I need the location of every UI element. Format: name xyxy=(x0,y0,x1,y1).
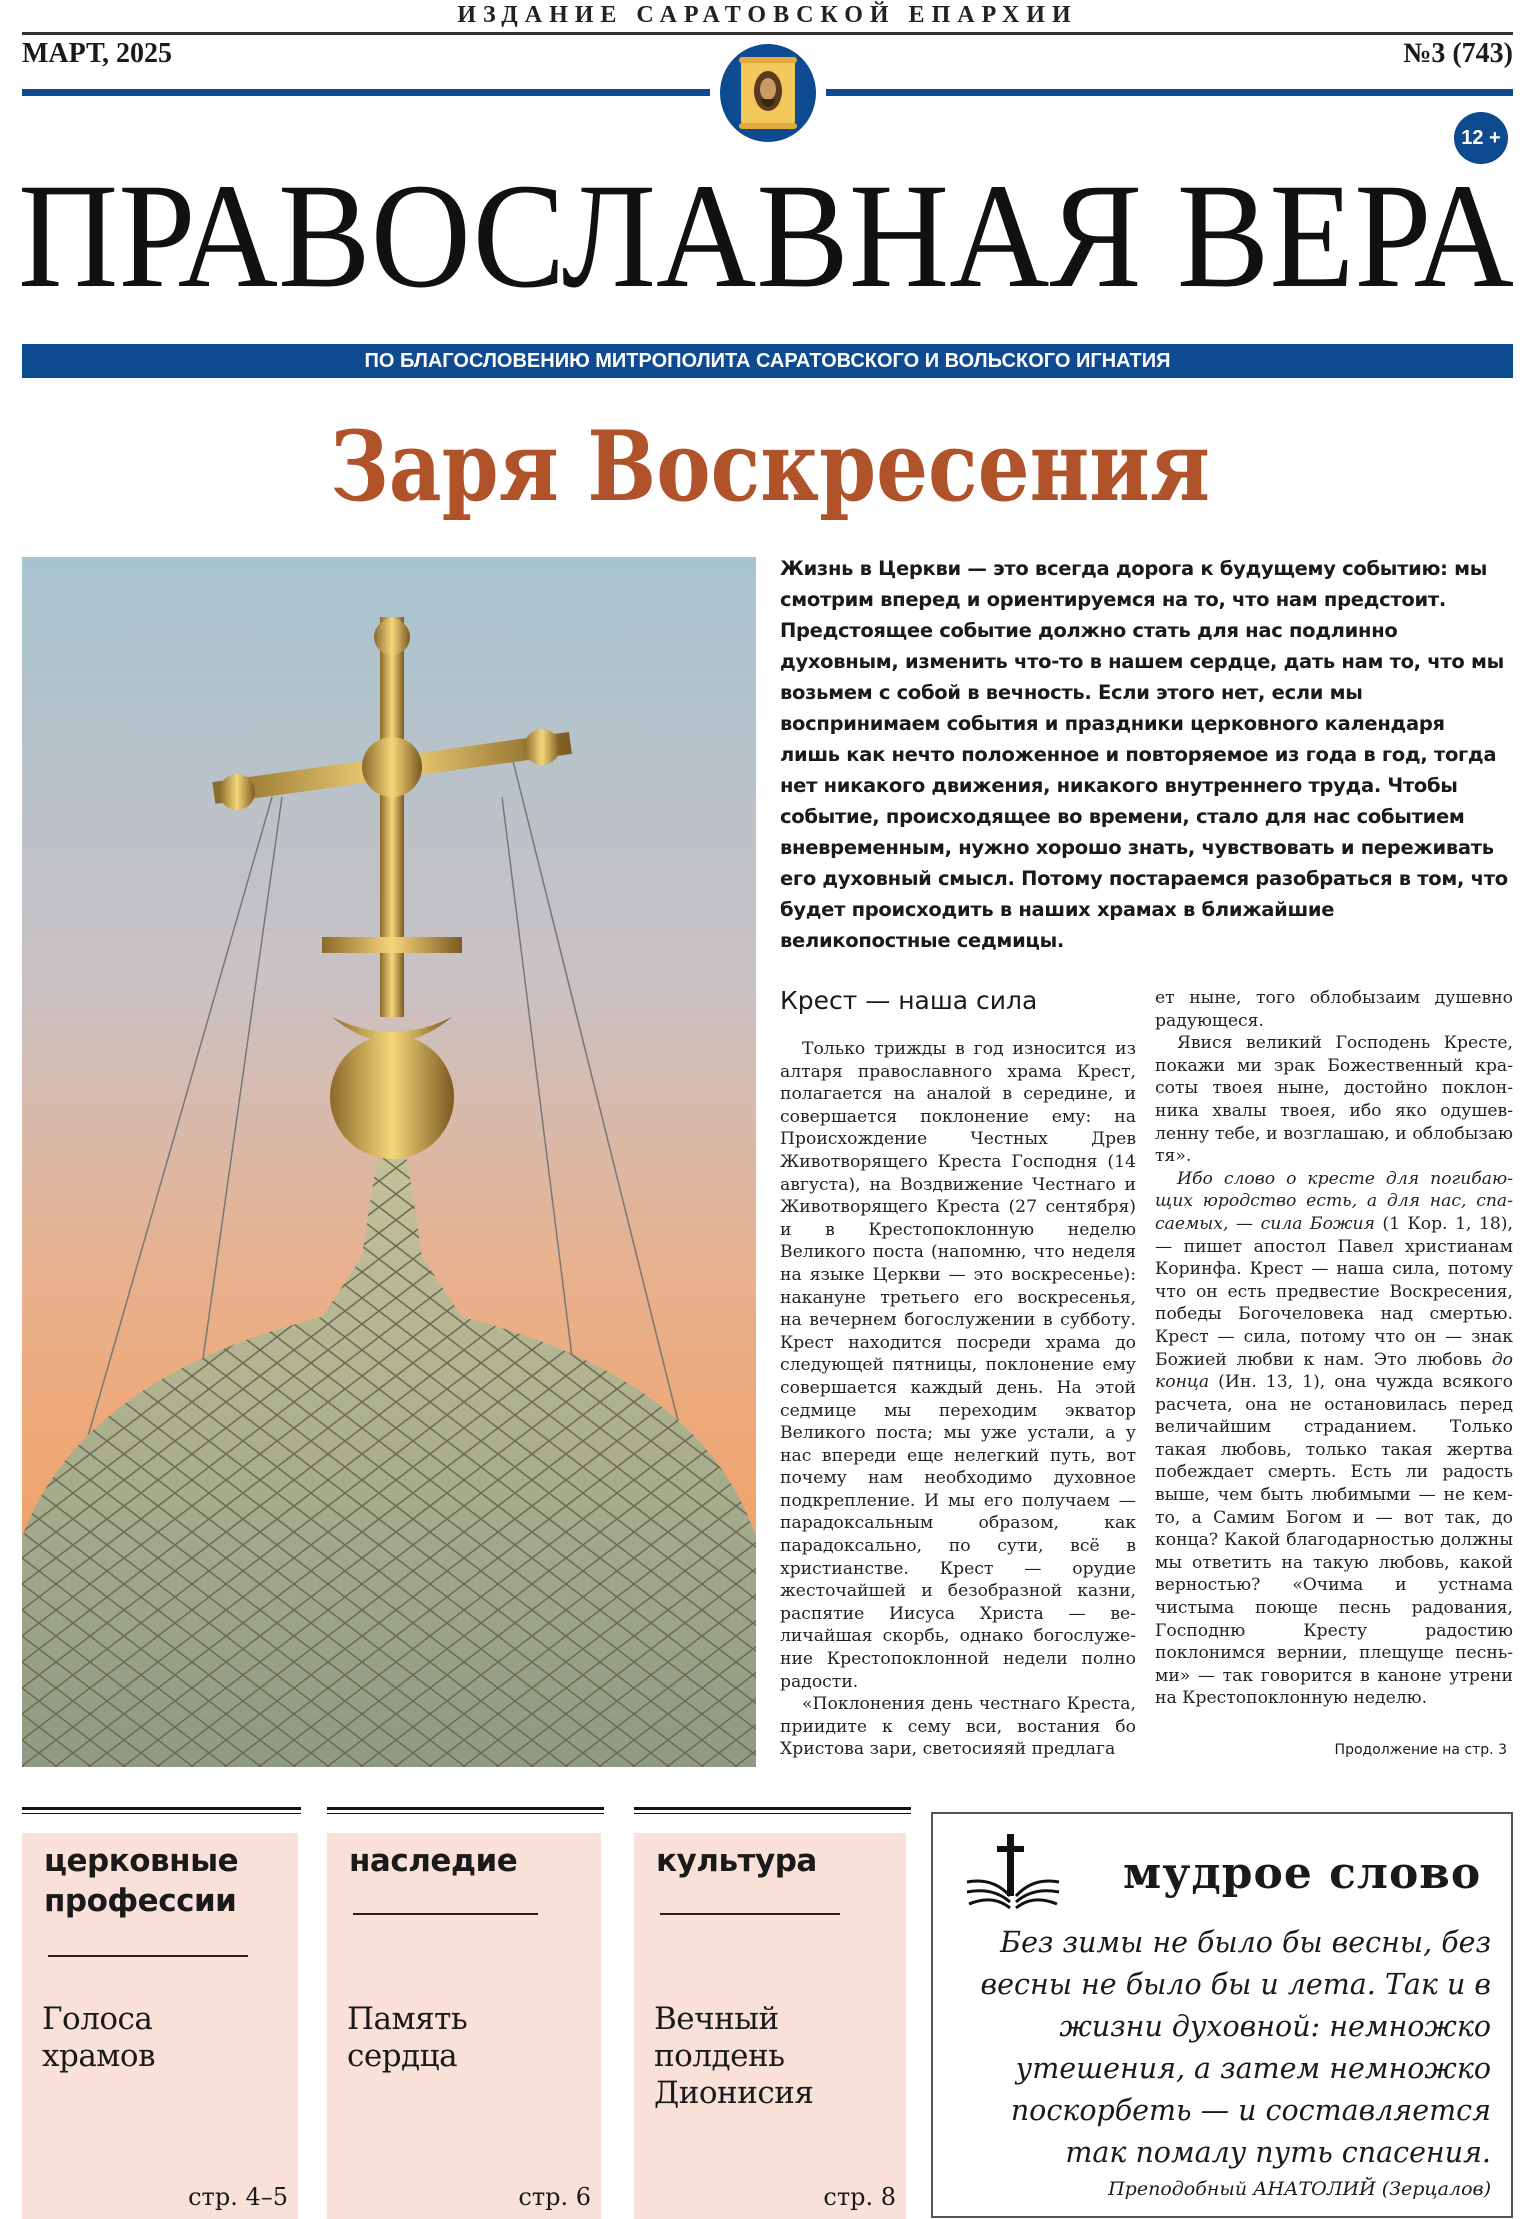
section-title: Голоса храмов xyxy=(42,2001,156,2074)
divider xyxy=(826,89,1513,96)
divider xyxy=(22,89,710,96)
scripture-quote: до конца xyxy=(1155,1349,1513,1393)
page-ref: стр. 4–5 xyxy=(188,2183,288,2211)
publisher-line: ИЗДАНИЕ САРАТОВСКОЙ ЕПАРХИИ xyxy=(457,2,1078,28)
divider xyxy=(660,1913,840,1915)
wise-word-box xyxy=(931,1812,1513,2218)
paragraph: Явися великий Господень Кресте, покажи ми зрак Божественный красоты твоея ныне, достойно поклонника хвалы твоея, ибо яко одушевленну тебе, и возглашаю, и облобызаю тя». xyxy=(1155,1033,1513,1167)
issue-number: №3 (743) xyxy=(1403,38,1513,69)
text: (1 Кор. 1, 18), — пишет апостол Павел христианам Коринфа. Крест — наша сила, потому что он есть предвестие Воскресения, победы Богочеловека над смертью. Крест — сила, потому что он — знак Божией любви к нам. Это любовь xyxy=(1155,1213,1513,1370)
age-rating-badge: 12 + xyxy=(1454,112,1508,164)
savior-icon-emblem xyxy=(720,44,816,142)
paragraph: «Поклонения день честнаго Креста, приидите к сему вси, востания бо Христова зари, светосияяй предлага xyxy=(780,1694,1136,1760)
article-lead: Жизнь в Церкви — это всегда дорога к будущему событию: мы смотрим вперед и ориентируемся на то, что нам предстоит. Предстоящее событие должно стать для нас подлинно духовным, изменить что-то в нашем сердце, дать нам то, что мы возьмем с собой в вечность. Если этого нет, если мы воспринимаем события и праздники церковного календаря лишь как нечто положенное и повторяемое из года в год, тогда нет никакого движения, никакого внутреннего труда. Чтобы событие, происходящее во времени, стало для нас событием вневременным, нужно хорошо знать, чувствовать и переживать его духовный смысл. Потому постараемся разобраться в том, что будет происходить в наших храмах в ближайшие великопостные седмицы. xyxy=(780,557,1508,952)
section-teaser-culture[interactable] xyxy=(634,1833,906,2219)
page-ref: стр. 6 xyxy=(518,2183,591,2211)
issue-date: МАРТ, 2025 xyxy=(22,38,172,69)
section-teaser-church-professions[interactable] xyxy=(22,1833,298,2219)
divider xyxy=(22,32,1513,35)
headline xyxy=(320,400,1220,523)
section-teaser-heritage[interactable] xyxy=(327,1833,601,2219)
divider xyxy=(48,1955,248,1957)
text: (Ин. 13, 1), она чужда всякого расчета, она не остановилась перед величайшим страданием. Только такая любовь, только такая жертва побеждает смерть. Есть ли радость выше, чем быть любимыми — не кем-то, а Самим Богом и — вот так, до конца? Какой благодарностью должны мы ответить на такую любовь, какой верностью? «Очима и устнама чистыма поюще песнь радования, Господню Кресту радостию поклонимся вернии, плещуще песньми» — так говорится в каноне утрени на Крестопоклонную неделю. xyxy=(1155,1372,1513,1709)
section-rule xyxy=(22,1807,301,1814)
cross-dome-photo xyxy=(22,557,756,1767)
masthead xyxy=(18,153,1518,319)
blessing-bar: ПО БЛАГОСЛОВЕНИЮ МИТРОПОЛИТА САРАТОВСКОГО И ВОЛЬСКОГО ИГНАТИЯ xyxy=(22,344,1513,378)
article-column-2 xyxy=(1155,987,1513,1710)
wise-word-author: Преподобный АНАТОЛИЙ (Зерцалов) xyxy=(1108,2178,1491,2200)
section-title: Вечный полдень Дионисия xyxy=(654,2001,814,2111)
page-ref: стр. 8 xyxy=(823,2183,896,2211)
section-title: Память сердца xyxy=(347,2001,468,2074)
paragraph: Только трижды в год износится из алтаря православного храма Крест, полагается на аналой в середине, и совершается поклонение ему: на Происхождение Честных Древ Животворящего Креста Господня (14 августа), на Воздвижение Честнаго и Животворящего Креста (27 сентября) и в Крестопоклонную неделю Великого поста (напомню, что неделя на языке Церкви — это воскресенье): накануне третьего его воскресенья, на вечернем богослужении в субботу. Крест находится посреди храма до следующей пятницы, поклонение ему совершается каждый день. На этой седмице мы переходим экватор Великого поста; мы уже устали, а у нас впереди еще нелегкий путь, вот почему нам необходимо духовное подкрепление. И мы его получаем — парадоксальным образом, как парадоксально, по сути, всё в христианстве. Крест — орудие жесточайшей и безобразной казни, распятие Иисуса Христа — величайшая скорбь, однако богослужение Крестопоклонной недели полно радости. xyxy=(780,1039,1136,1692)
paragraph xyxy=(1155,1168,1513,1710)
article-subhead: Крест — наша сила xyxy=(780,986,1038,1015)
section-category: наследие xyxy=(349,1843,518,1879)
wise-word-heading: мудрое слово xyxy=(1123,1848,1482,1899)
wise-word-quote: Без зимы не было бы весны, без весны не было бы и лета. Так и в жизни духовной: немножко утешения, а затем немножко поскорбеть — и составляется так помалу путь спасения. xyxy=(980,1926,1491,2169)
section-category: культура xyxy=(656,1843,817,1879)
section-rule xyxy=(327,1807,604,1814)
article-column-1 xyxy=(780,1038,1136,1761)
divider xyxy=(353,1913,538,1915)
scripture-quote: Ибо слово о кресте для погибающих юродство есть, а для нас, спасаемых, — сила Божия xyxy=(1155,1168,1513,1234)
continued-link[interactable]: Продолжение на стр. 3 xyxy=(1334,1742,1507,1758)
paragraph: ет ныне, того облобызаим душевно радующеся. xyxy=(1155,988,1513,1031)
section-category: церковные профессии xyxy=(44,1843,239,1919)
masthead-title: ПРАВОСЛАВНАЯ ВЕРА xyxy=(18,153,1514,319)
cross-book-icon xyxy=(963,1832,1063,1922)
section-rule xyxy=(634,1807,911,1814)
headline-text: Заря Воскресения xyxy=(330,410,1210,523)
